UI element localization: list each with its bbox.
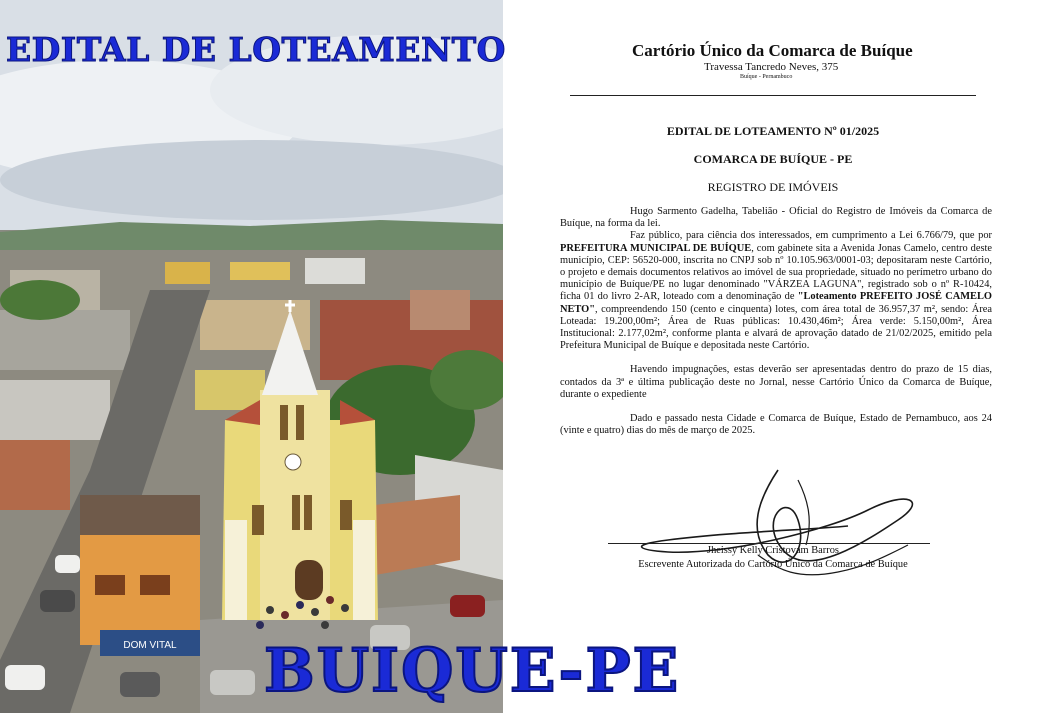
paragraph-main-a: Faz público, para ciência dos interessados, em cumprimento a Lei 6.766/79, que por — [630, 230, 992, 242]
paragraph-intro: Hugo Sarmento Gadelha, Tabelião - Oficial do Registro de Imóveis da Comarca de Buíque, na forma da lei. — [560, 206, 992, 230]
paragraph-objections: Havendo impugnações, estas deverão ser apresentadas dentro do prazo de 15 dias, contados da 3ª e última publicação deste no Jornal, nesse Cartório Único da Comarca de Buíque, durante o expediente — [560, 364, 992, 400]
cloud — [0, 140, 503, 220]
pillar — [353, 520, 375, 620]
tree — [0, 280, 80, 320]
window — [340, 500, 352, 530]
building — [305, 258, 365, 284]
document-registry: REGISTRO DE IMÓVEIS — [707, 180, 839, 194]
paragraph-date: Dado e passado nesta Cidade e Comarca de Buíque, Estado de Pernambuco, aos 24 (vinte e quatro) dias do mês de março de 2025. — [560, 413, 992, 437]
car — [40, 590, 75, 612]
roofs — [0, 440, 70, 510]
office-name: Cartório Único da Comarca de Buíque — [632, 41, 913, 60]
window — [252, 505, 264, 535]
signer-role: Escrevente Autorizada do Cartório Único da Comarca de Buíque — [638, 559, 908, 570]
paragraph-main-b: PREFEITURA MUNICIPAL DE BUÍQUE — [560, 242, 752, 254]
car — [55, 555, 80, 573]
church-door — [295, 560, 323, 600]
header-divider — [570, 95, 976, 96]
building — [0, 380, 110, 440]
clock — [285, 454, 301, 470]
document-title: EDITAL DE LOTEAMENTO Nº 01/2025 — [666, 124, 880, 138]
paragraph-main-e: , compreendendo 150 (cento e cinquenta) lotes, com área total de 36.957,37 m², sendo: Área Loteada: 19.200,00m²; Área de Ruas públicas: 10.430,46m²; Área verde: 5.150,00m², Área Institucional: 2.177,02m², conforme planta e alvará de aprovação datado de 21/02/2025, emitido pela Prefeitura Municipal de Buíque e depositada neste Cartório. — [560, 303, 992, 352]
handwritten-signature — [608, 460, 948, 600]
car — [5, 665, 45, 690]
car — [120, 672, 160, 697]
car — [450, 595, 485, 617]
office-address: Travessa Tancredo Neves, 375 — [704, 61, 839, 73]
building — [165, 262, 210, 284]
paragraph-main-c: , com gabinete sita a Avenida Jonas Camelo, centro deste município, CEP: 56520-000, inscrita no CNPJ sob nº 10.105.963/0001-03; depositaram neste Cartório, o projeto e demais documentos relativos ao imóvel de sua propriedade, situado no perímetro urbano do município de Buíque/PE no lugar denominado "VÁRZEA LAGUNA", registrado sob o nº R-10424, ficha 01 do livro 2-AR, loteado com a denominação de — [560, 242, 992, 303]
car — [210, 670, 255, 695]
signature-line — [608, 543, 930, 544]
building — [410, 290, 470, 330]
aerial-town-photo — [0, 0, 503, 713]
headline-title: EDITAL DE LOTEAMENTO — [6, 30, 506, 69]
window — [280, 405, 288, 440]
window — [296, 405, 304, 440]
city-title: BUIQUE-PE — [264, 636, 681, 706]
window — [304, 495, 312, 530]
pillar — [225, 520, 247, 620]
window — [140, 575, 170, 595]
window — [292, 495, 300, 530]
aerial-town-illustration — [0, 0, 503, 713]
shop-sign-text: DOM VITAL — [123, 640, 177, 651]
window — [95, 575, 125, 595]
office-city: Buíque - Pernambuco — [740, 74, 793, 80]
paragraph-main-d: "Loteamento PREFEITO JOSÉ CAMELO NETO" — [560, 291, 993, 315]
paragraph-main — [560, 230, 992, 352]
document-comarca: COMARCA DE BUÍQUE - PE — [693, 152, 853, 166]
building — [230, 262, 290, 280]
notice-document — [508, 0, 1055, 713]
orange-building-roof — [80, 495, 200, 535]
signer-name: Jheissy Kelly Cristovam Barros — [707, 545, 839, 556]
building — [0, 310, 130, 370]
document-body — [560, 206, 992, 449]
